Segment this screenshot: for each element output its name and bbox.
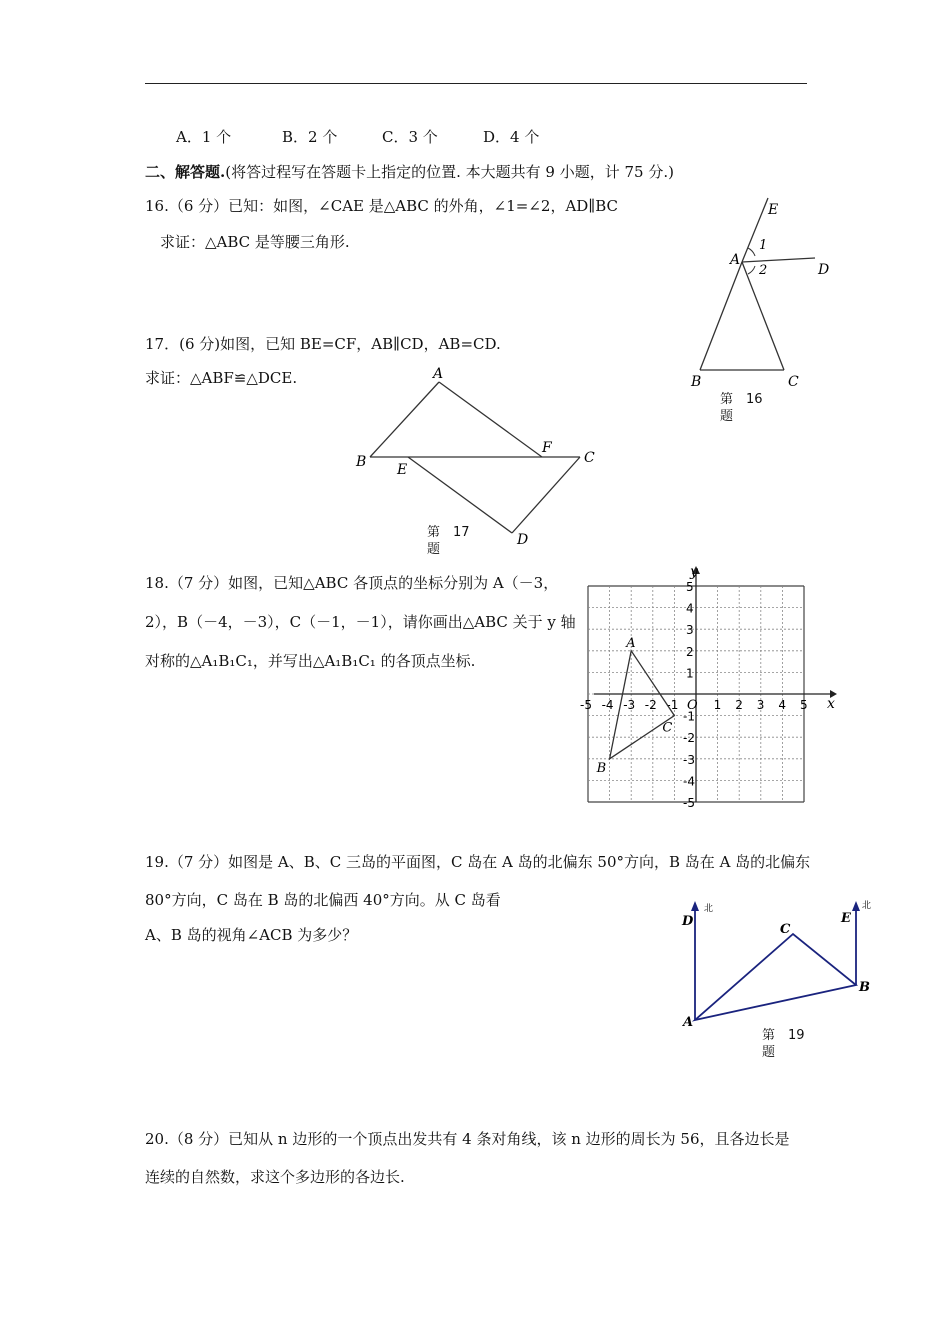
q17-label-c: C — [584, 450, 595, 466]
q16-label-2: 2 — [759, 263, 768, 278]
q16-label-e: E — [768, 202, 779, 218]
q18-label-a: A — [626, 635, 636, 651]
q18-x-tick: 3 — [756, 698, 765, 712]
q19-label-a: A — [683, 1015, 694, 1030]
q18-y-tick: -5 — [683, 796, 695, 810]
q16-line2: 求证：△ABC 是等腰三角形. — [160, 233, 350, 251]
q18-y-tick: 5 — [686, 580, 694, 594]
q19-caption-line1: 第 19 — [762, 1028, 805, 1043]
q17-line2: 求证：△ABF≌△DCE. — [145, 369, 298, 387]
q18-line3: 对称的△A₁B₁C₁，并写出△A₁B₁C₁ 的各顶点坐标. — [145, 652, 476, 670]
q18-x-tick: -4 — [601, 698, 614, 712]
q19-label-b: B — [859, 980, 870, 995]
q17-line1: 17．(6 分)如图，已知 BE=CF，AB∥CD，AB=CD. — [145, 335, 501, 353]
q18-line1: 18.（7 分）如图，已知△ABC 各顶点的坐标分别为 A（－3， — [145, 574, 559, 592]
q17-seg-af — [439, 382, 542, 457]
q19-label-d: D — [682, 914, 694, 929]
section-note: (将答过程写在答题卡上指定的位置. 本大题共有 9 小题，计 75 分.) — [225, 163, 674, 181]
q16-caption-line2: 题 — [720, 409, 734, 424]
q16-caption-line1: 第 16 — [720, 392, 763, 407]
q18-y-tick: 2 — [686, 644, 694, 659]
q18-label-c: C — [662, 720, 673, 736]
q18-x-label: x — [827, 696, 835, 712]
q16-figure — [690, 190, 840, 400]
q17-label-a: A — [433, 366, 444, 382]
q16-label-b: B — [691, 374, 702, 390]
q18-coordinate-grid — [580, 562, 840, 812]
q18-y-tick: 3 — [686, 623, 694, 638]
option-a: A．1 个 — [176, 128, 232, 146]
q18-x-tick: 1 — [713, 698, 722, 712]
q19-caption — [762, 1027, 822, 1061]
q19-figure — [680, 895, 880, 1035]
section-title: 二、解答题. — [145, 163, 226, 181]
q16-label-a: A — [730, 252, 741, 268]
q16-side-ab — [700, 262, 742, 370]
q18-y-tick: -4 — [683, 774, 695, 789]
q16-caption — [720, 391, 780, 425]
q19-north-label-1: 北 — [704, 904, 714, 914]
q16-label-d: D — [818, 262, 830, 278]
q18-x-tick: -3 — [623, 698, 636, 712]
q18-x-tick: 4 — [778, 698, 787, 712]
q17-label-b: B — [356, 454, 367, 470]
q19-north-arrow-b — [852, 901, 860, 911]
q17-seg-cd — [512, 457, 580, 533]
option-c: C．3 个 — [382, 128, 438, 146]
q16-side-ac — [742, 262, 784, 370]
q18-triangle-abc — [610, 651, 675, 759]
q17-seg-ba — [370, 382, 439, 457]
q19-label-c: C — [780, 922, 791, 937]
q18-x-tick: 2 — [735, 698, 743, 712]
q17-label-d: D — [517, 532, 529, 548]
q18-y-tick: -1 — [683, 709, 695, 724]
section-heading — [145, 161, 674, 182]
q19-north-label-2: 北 — [862, 901, 872, 911]
q18-label-b: B — [596, 760, 607, 776]
q18-y-tick: 1 — [686, 666, 694, 681]
q17-caption — [427, 524, 487, 558]
option-d: D．4 个 — [483, 128, 540, 146]
q18-origin-label: O — [687, 698, 698, 713]
q18-y-tick: -3 — [683, 752, 695, 767]
header-rule — [145, 83, 807, 84]
q16-ray-ad — [742, 258, 815, 262]
q16-label-1: 1 — [759, 238, 768, 253]
q17-caption-line1: 第 17 — [427, 525, 470, 540]
q18-x-tick: -1 — [666, 698, 679, 712]
q17-figure — [350, 362, 600, 547]
option-b: B．2 个 — [282, 128, 338, 146]
q17-label-e: E — [397, 462, 408, 478]
q17-seg-ed — [408, 457, 512, 533]
q16-angle2-arc — [748, 266, 755, 274]
q19-north-arrow-a — [691, 901, 699, 911]
q19-line3: A、B 岛的视角∠ACB 为多少？ — [145, 926, 358, 944]
q16-angle1-arc — [748, 248, 755, 256]
q19-line1: 19.（7 分）如图是 A、B、C 三岛的平面图，C 岛在 A 岛的北偏东 50°方向，B 岛在 A 岛的北偏东 — [145, 853, 811, 871]
q19-caption-line2: 题 — [762, 1045, 776, 1060]
q16-label-c: C — [788, 374, 799, 390]
q19-triangle-acb — [695, 934, 856, 1020]
q20-line2: 连续的自然数，求这个多边形的各边长. — [145, 1168, 405, 1186]
q18-y-tick: 4 — [686, 601, 694, 616]
q18-x-tick: -5 — [580, 698, 592, 712]
q20-line1: 20.（8 分）已知从 n 边形的一个顶点出发共有 4 条对角线，该 n 边形的周长为 56，且各边长是 — [145, 1130, 790, 1148]
q18-line2: 2），B（－4，－3），C（－1，－1），请你画出△ABC 关于 y 轴 — [145, 613, 576, 631]
q18-x-tick: -2 — [644, 698, 657, 712]
q19-label-e: E — [841, 911, 851, 926]
q17-caption-line2: 题 — [427, 542, 441, 557]
q19-line2: 80°方向，C 岛在 B 岛的北偏西 40°方向。从 C 岛看 — [145, 891, 501, 909]
q18-y-tick: -2 — [683, 731, 695, 746]
q18-x-tick: 5 — [800, 698, 808, 712]
q16-line1: 16.（6 分）已知：如图，∠CAE 是△ABC 的外角，∠1=∠2，AD∥BC — [145, 197, 619, 215]
q17-label-f: F — [542, 440, 552, 456]
q18-y-label: y — [690, 564, 698, 580]
